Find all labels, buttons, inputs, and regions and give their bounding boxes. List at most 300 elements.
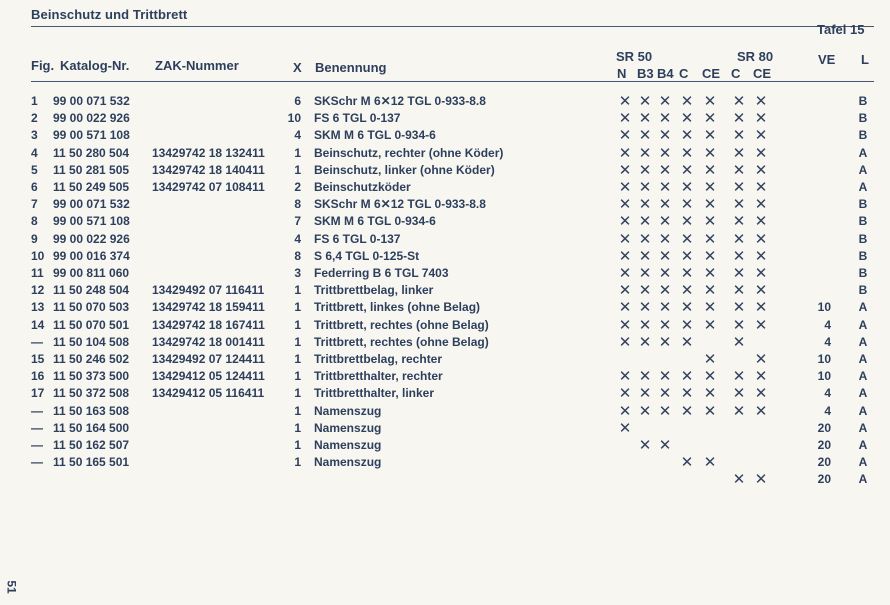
applicability-mark-icon: ✕ xyxy=(618,144,632,162)
table-row xyxy=(0,368,890,385)
zak-cell: 13429742 18 001411 xyxy=(152,334,265,349)
applicability-mark-icon: ✕ xyxy=(732,265,746,282)
applicability-mark-icon: ✕ xyxy=(658,161,672,179)
applicability-mark-icon: ✕ xyxy=(680,265,694,282)
l-cell: A xyxy=(858,420,868,435)
katalog-cell: 11 50 372 508 xyxy=(53,386,130,401)
applicability-mark-icon: ✕ xyxy=(732,282,746,300)
ve-cell: 20 xyxy=(817,472,831,487)
fig-cell: — xyxy=(31,334,43,349)
table-row xyxy=(0,317,890,334)
applicability-mark-icon: ✕ xyxy=(618,247,632,265)
applicability-mark-icon: ✕ xyxy=(658,437,672,454)
fig-cell: 8 xyxy=(31,214,38,229)
applicability-mark-icon: ✕ xyxy=(703,351,717,368)
table-row xyxy=(0,299,890,316)
quantity-cell: 1 xyxy=(294,420,301,435)
applicability-mark-icon: ✕ xyxy=(680,385,694,403)
l-cell: B xyxy=(858,214,868,229)
applicability-mark-icon: ✕ xyxy=(703,196,717,214)
subheader-ce: CE xyxy=(702,66,721,81)
applicability-mark-icon: ✕ xyxy=(732,110,746,128)
applicability-mark-icon: ✕ xyxy=(658,127,672,145)
applicability-mark-icon: ✕ xyxy=(658,213,672,231)
katalog-cell: 11 50 248 504 xyxy=(53,283,130,298)
applicability-mark-icon: ✕ xyxy=(754,282,768,300)
fig-cell: 3 xyxy=(31,128,38,143)
applicability-mark-icon: ✕ xyxy=(658,368,672,386)
applicability-mark-icon: ✕ xyxy=(658,265,672,282)
applicability-mark-icon: ✕ xyxy=(732,368,746,386)
applicability-mark-icon: ✕ xyxy=(618,299,632,317)
header-ve: VE xyxy=(818,52,836,67)
applicability-mark-icon: ✕ xyxy=(754,351,768,368)
header-fig: Fig. xyxy=(31,58,55,73)
l-cell: A xyxy=(858,145,868,160)
table-row xyxy=(0,420,890,437)
applicability-mark-icon: ✕ xyxy=(680,179,694,196)
applicability-mark-icon: ✕ xyxy=(754,196,768,214)
applicability-mark-icon: ✕ xyxy=(732,247,746,265)
applicability-mark-icon: ✕ xyxy=(638,333,652,351)
l-cell: B xyxy=(858,248,868,263)
katalog-cell: 11 50 249 505 xyxy=(53,180,130,194)
fig-cell: 2 xyxy=(31,111,38,126)
table-row xyxy=(0,127,890,144)
applicability-mark-icon: ✕ xyxy=(703,368,717,386)
applicability-mark-icon: ✕ xyxy=(680,144,694,162)
applicability-mark-icon: ✕ xyxy=(638,196,652,214)
applicability-mark-icon: ✕ xyxy=(703,93,717,110)
table-row xyxy=(0,196,890,213)
katalog-cell: 11 50 070 503 xyxy=(53,300,130,315)
table-row xyxy=(0,351,890,368)
applicability-mark-icon: ✕ xyxy=(618,282,632,300)
applicability-mark-icon: ✕ xyxy=(638,402,652,420)
applicability-mark-icon: ✕ xyxy=(680,196,694,214)
applicability-mark-icon: ✕ xyxy=(618,419,632,437)
katalog-cell: 99 00 022 926 xyxy=(53,111,130,126)
applicability-mark-icon: ✕ xyxy=(703,230,717,248)
l-cell: A xyxy=(858,386,868,401)
applicability-mark-icon: ✕ xyxy=(638,161,652,179)
ve-cell: 20 xyxy=(817,438,831,452)
quantity-cell: 1 xyxy=(294,317,301,332)
applicability-mark-icon: ✕ xyxy=(638,144,652,162)
table-row xyxy=(0,385,890,402)
table-row xyxy=(0,334,890,351)
zak-cell: 13429742 07 108411 xyxy=(152,180,265,194)
katalog-cell: 99 00 016 374 xyxy=(53,248,130,263)
applicability-mark-icon: ✕ xyxy=(680,368,694,386)
benennung-cell: Trittbretthalter, linker xyxy=(314,386,435,401)
applicability-mark-icon: ✕ xyxy=(658,196,672,214)
benennung-cell: SKM M 6 TGL 0-934-6 xyxy=(314,214,436,229)
quantity-cell: 1 xyxy=(294,386,301,401)
applicability-mark-icon: ✕ xyxy=(618,110,632,128)
quantity-cell: 1 xyxy=(294,369,301,384)
applicability-mark-icon: ✕ xyxy=(732,385,746,403)
katalog-cell: 99 00 071 532 xyxy=(53,197,130,212)
quantity-cell: 1 xyxy=(294,438,301,452)
l-cell: A xyxy=(858,352,868,366)
benennung-cell: FS 6 TGL 0-137 xyxy=(314,231,401,246)
quantity-cell: 6 xyxy=(294,94,301,108)
applicability-mark-icon: ✕ xyxy=(618,179,632,196)
fig-cell: — xyxy=(31,403,43,418)
applicability-mark-icon: ✕ xyxy=(754,368,768,386)
zak-cell: 13429412 05 116411 xyxy=(152,386,265,401)
quantity-cell: 1 xyxy=(294,352,301,366)
ve-cell: 4 xyxy=(824,317,831,332)
applicability-mark-icon: ✕ xyxy=(703,247,717,265)
benennung-cell: SKSchr M 6✕12 TGL 0-933-8.8 xyxy=(314,197,486,212)
applicability-mark-icon: ✕ xyxy=(732,333,746,351)
applicability-mark-icon: ✕ xyxy=(638,385,652,403)
applicability-mark-icon: ✕ xyxy=(754,299,768,317)
quantity-cell: 1 xyxy=(294,145,301,160)
applicability-mark-icon: ✕ xyxy=(638,230,652,248)
applicability-mark-icon: ✕ xyxy=(680,402,694,420)
katalog-cell: 11 50 163 508 xyxy=(53,403,130,418)
applicability-mark-icon: ✕ xyxy=(680,110,694,128)
fig-cell: — xyxy=(31,455,43,470)
applicability-mark-icon: ✕ xyxy=(732,93,746,110)
benennung-cell: Trittbretthalter, rechter xyxy=(314,369,443,384)
ve-cell: 20 xyxy=(817,420,831,435)
benennung-cell: Trittbrettbelag, rechter xyxy=(314,352,443,366)
fig-cell: 11 xyxy=(31,266,44,280)
subheader-b4: B4 xyxy=(657,66,674,81)
l-cell: B xyxy=(858,266,868,280)
applicability-mark-icon: ✕ xyxy=(703,127,717,145)
subheader-n: N xyxy=(617,66,627,81)
zak-cell: 13429742 18 132411 xyxy=(152,145,265,160)
table-row xyxy=(0,282,890,299)
l-cell: A xyxy=(858,317,868,332)
subheader-c: C xyxy=(731,66,741,81)
applicability-mark-icon: ✕ xyxy=(618,265,632,282)
applicability-mark-icon: ✕ xyxy=(658,282,672,300)
applicability-mark-icon: ✕ xyxy=(618,333,632,351)
subheader-c: C xyxy=(679,66,689,81)
table-row xyxy=(0,179,890,196)
katalog-cell: 11 50 070 501 xyxy=(53,317,130,332)
zak-cell: 13429742 18 159411 xyxy=(152,300,265,315)
header-benennung: Benennung xyxy=(315,60,387,75)
table-row xyxy=(0,213,890,230)
benennung-cell: Namenszug xyxy=(314,455,382,470)
ve-cell: 10 xyxy=(817,369,831,384)
applicability-mark-icon: ✕ xyxy=(680,213,694,231)
applicability-mark-icon: ✕ xyxy=(638,265,652,282)
applicability-mark-icon: ✕ xyxy=(658,402,672,420)
katalog-cell: 99 00 022 926 xyxy=(53,231,130,246)
applicability-mark-icon: ✕ xyxy=(754,213,768,231)
katalog-cell: 99 00 071 532 xyxy=(53,94,130,108)
l-cell: B xyxy=(858,231,868,246)
l-cell: A xyxy=(858,455,868,470)
page-number: 51 xyxy=(4,580,19,594)
applicability-mark-icon: ✕ xyxy=(754,144,768,162)
applicability-mark-icon: ✕ xyxy=(754,471,768,489)
zak-cell: 13429492 07 116411 xyxy=(152,283,265,298)
applicability-mark-icon: ✕ xyxy=(680,127,694,145)
fig-cell: — xyxy=(31,420,43,435)
l-cell: A xyxy=(858,403,868,418)
quantity-cell: 8 xyxy=(294,197,301,212)
applicability-mark-icon: ✕ xyxy=(754,385,768,403)
table-row xyxy=(0,93,890,110)
applicability-mark-icon: ✕ xyxy=(732,127,746,145)
applicability-mark-icon: ✕ xyxy=(732,316,746,334)
fig-cell: 15 xyxy=(31,352,45,366)
applicability-mark-icon: ✕ xyxy=(732,144,746,162)
applicability-mark-icon: ✕ xyxy=(658,110,672,128)
applicability-mark-icon: ✕ xyxy=(732,402,746,420)
benennung-cell: Trittbrett, rechtes (ohne Belag) xyxy=(314,317,489,332)
applicability-mark-icon: ✕ xyxy=(754,179,768,196)
applicability-mark-icon: ✕ xyxy=(618,93,632,110)
ve-cell: 4 xyxy=(824,334,831,349)
katalog-cell: 11 50 246 502 xyxy=(53,352,130,366)
applicability-mark-icon: ✕ xyxy=(658,316,672,334)
applicability-mark-icon: ✕ xyxy=(703,316,717,334)
applicability-mark-icon: ✕ xyxy=(703,161,717,179)
l-cell: B xyxy=(858,283,868,298)
benennung-cell: Trittbrett, rechtes (ohne Belag) xyxy=(314,334,489,349)
applicability-mark-icon: ✕ xyxy=(618,196,632,214)
fig-cell: 7 xyxy=(31,197,38,212)
applicability-mark-icon: ✕ xyxy=(680,161,694,179)
benennung-cell: SKSchr M 6✕12 TGL 0-933-8.8 xyxy=(314,94,486,108)
applicability-mark-icon: ✕ xyxy=(618,230,632,248)
applicability-mark-icon: ✕ xyxy=(703,213,717,231)
applicability-mark-icon: ✕ xyxy=(638,368,652,386)
benennung-cell: Beinschutz, linker (ohne Köder) xyxy=(314,162,495,177)
l-cell: A xyxy=(858,180,868,194)
fig-cell: 14 xyxy=(31,317,45,332)
zak-cell: 13429412 05 124411 xyxy=(152,369,265,384)
page-title: Beinschutz und Trittbrett xyxy=(31,7,188,22)
applicability-mark-icon: ✕ xyxy=(754,110,768,128)
applicability-mark-icon: ✕ xyxy=(638,213,652,231)
benennung-cell: Beinschutzköder xyxy=(314,180,411,194)
applicability-mark-icon: ✕ xyxy=(732,161,746,179)
header-l: L xyxy=(861,52,869,67)
title-rule xyxy=(31,26,874,27)
quantity-cell: 3 xyxy=(294,266,301,280)
header-rule xyxy=(31,81,874,82)
fig-cell: 4 xyxy=(31,145,38,160)
applicability-mark-icon: ✕ xyxy=(754,161,768,179)
katalog-cell: 11 50 164 500 xyxy=(53,420,130,435)
fig-cell: 6 xyxy=(31,180,38,194)
applicability-mark-icon: ✕ xyxy=(618,385,632,403)
quantity-cell: 4 xyxy=(294,128,301,143)
applicability-mark-icon: ✕ xyxy=(638,437,652,454)
quantity-cell: 1 xyxy=(294,403,301,418)
applicability-mark-icon: ✕ xyxy=(618,316,632,334)
quantity-cell: 8 xyxy=(294,248,301,263)
applicability-mark-icon: ✕ xyxy=(658,247,672,265)
applicability-mark-icon: ✕ xyxy=(754,265,768,282)
applicability-mark-icon: ✕ xyxy=(754,402,768,420)
ve-cell: 10 xyxy=(817,300,831,315)
applicability-mark-icon: ✕ xyxy=(658,93,672,110)
quantity-cell: 1 xyxy=(294,283,301,298)
benennung-cell: Namenszug xyxy=(314,420,382,435)
subheader-b3: B3 xyxy=(637,66,654,81)
fig-cell: 5 xyxy=(31,162,38,177)
applicability-mark-icon: ✕ xyxy=(680,316,694,334)
applicability-mark-icon: ✕ xyxy=(638,316,652,334)
fig-cell: 1 xyxy=(31,94,38,108)
table-row xyxy=(0,145,890,162)
fig-cell: 9 xyxy=(31,231,38,246)
fig-cell: 13 xyxy=(31,300,45,315)
applicability-mark-icon: ✕ xyxy=(680,454,694,472)
katalog-cell: 99 00 571 108 xyxy=(53,128,130,143)
header-sr50: SR 50 xyxy=(616,49,653,64)
applicability-mark-icon: ✕ xyxy=(658,299,672,317)
applicability-mark-icon: ✕ xyxy=(638,247,652,265)
quantity-cell: 1 xyxy=(294,455,301,470)
applicability-mark-icon: ✕ xyxy=(618,368,632,386)
applicability-mark-icon: ✕ xyxy=(703,144,717,162)
applicability-mark-icon: ✕ xyxy=(658,230,672,248)
applicability-mark-icon: ✕ xyxy=(658,179,672,196)
applicability-mark-icon: ✕ xyxy=(638,93,652,110)
applicability-mark-icon: ✕ xyxy=(658,333,672,351)
katalog-cell: 99 00 571 108 xyxy=(53,214,130,229)
katalog-cell: 99 00 811 060 xyxy=(53,266,130,280)
quantity-cell: 1 xyxy=(294,162,301,177)
tafel-label: Tafel 15 xyxy=(817,22,865,37)
quantity-cell: 4 xyxy=(294,231,301,246)
katalog-cell: 11 50 281 505 xyxy=(53,162,130,177)
applicability-mark-icon: ✕ xyxy=(618,127,632,145)
header-sr80: SR 80 xyxy=(737,49,774,64)
applicability-mark-icon: ✕ xyxy=(732,471,746,489)
quantity-cell: 1 xyxy=(294,300,301,315)
katalog-cell: 11 50 165 501 xyxy=(53,455,130,470)
applicability-mark-icon: ✕ xyxy=(732,230,746,248)
zak-cell: 13429492 07 124411 xyxy=(152,352,265,366)
l-cell: A xyxy=(858,369,868,384)
l-cell: B xyxy=(858,111,868,126)
benennung-cell: Trittbrettbelag, linker xyxy=(314,283,434,298)
fig-cell: 10 xyxy=(31,248,45,263)
l-cell: B xyxy=(858,197,868,212)
applicability-mark-icon: ✕ xyxy=(754,93,768,110)
applicability-mark-icon: ✕ xyxy=(638,110,652,128)
applicability-mark-icon: ✕ xyxy=(732,213,746,231)
applicability-mark-icon: ✕ xyxy=(638,282,652,300)
header-x: X xyxy=(293,60,302,75)
applicability-mark-icon: ✕ xyxy=(703,385,717,403)
applicability-mark-icon: ✕ xyxy=(732,299,746,317)
zak-cell: 13429742 18 167411 xyxy=(152,317,265,332)
table-row xyxy=(0,231,890,248)
l-cell: A xyxy=(858,472,868,487)
applicability-mark-icon: ✕ xyxy=(754,247,768,265)
applicability-mark-icon: ✕ xyxy=(618,213,632,231)
fig-cell: 17 xyxy=(31,386,45,401)
l-cell: B xyxy=(858,128,868,143)
applicability-mark-icon: ✕ xyxy=(680,93,694,110)
applicability-mark-icon: ✕ xyxy=(680,247,694,265)
table-row xyxy=(0,110,890,127)
header-katalog: Katalog-Nr. xyxy=(60,58,130,73)
ve-cell: 4 xyxy=(824,403,831,418)
ve-cell: 4 xyxy=(824,386,831,401)
applicability-mark-icon: ✕ xyxy=(703,179,717,196)
table-row xyxy=(0,265,890,282)
katalog-cell: 11 50 373 500 xyxy=(53,369,130,384)
benennung-cell: FS 6 TGL 0-137 xyxy=(314,111,401,126)
quantity-cell: 10 xyxy=(287,111,301,126)
fig-cell: 12 xyxy=(31,283,45,298)
quantity-cell: 1 xyxy=(294,334,301,349)
table-row xyxy=(0,162,890,179)
applicability-mark-icon: ✕ xyxy=(754,230,768,248)
table-row xyxy=(0,403,890,420)
katalog-cell: 11 50 280 504 xyxy=(53,145,130,160)
benennung-cell: Trittbrett, linkes (ohne Belag) xyxy=(314,300,481,315)
applicability-mark-icon: ✕ xyxy=(638,299,652,317)
benennung-cell: Namenszug xyxy=(314,438,382,452)
header-zak: ZAK-Nummer xyxy=(155,58,239,73)
benennung-cell: Federring B 6 TGL 7403 xyxy=(314,266,449,280)
applicability-mark-icon: ✕ xyxy=(732,196,746,214)
ve-cell: 10 xyxy=(817,352,831,366)
applicability-mark-icon: ✕ xyxy=(754,316,768,334)
l-cell: A xyxy=(858,162,868,177)
l-cell: A xyxy=(858,334,868,349)
zak-cell: 13429742 18 140411 xyxy=(152,162,265,177)
applicability-mark-icon: ✕ xyxy=(703,299,717,317)
applicability-mark-icon: ✕ xyxy=(658,385,672,403)
applicability-mark-icon: ✕ xyxy=(703,454,717,472)
fig-cell: — xyxy=(31,438,43,452)
quantity-cell: 7 xyxy=(294,214,301,229)
applicability-mark-icon: ✕ xyxy=(638,127,652,145)
applicability-mark-icon: ✕ xyxy=(618,402,632,420)
benennung-cell: Namenszug xyxy=(314,403,382,418)
applicability-mark-icon: ✕ xyxy=(680,299,694,317)
katalog-cell: 11 50 162 507 xyxy=(53,438,130,452)
benennung-cell: Beinschutz, rechter (ohne Köder) xyxy=(314,145,504,160)
applicability-mark-icon: ✕ xyxy=(732,179,746,196)
benennung-cell: S 6,4 TGL 0-125-St xyxy=(314,248,420,263)
applicability-mark-icon: ✕ xyxy=(680,282,694,300)
applicability-mark-icon: ✕ xyxy=(638,179,652,196)
applicability-mark-icon: ✕ xyxy=(703,110,717,128)
applicability-mark-icon: ✕ xyxy=(680,230,694,248)
l-cell: A xyxy=(858,438,868,452)
table-row xyxy=(0,471,890,488)
applicability-mark-icon: ✕ xyxy=(754,127,768,145)
katalog-cell: 11 50 104 508 xyxy=(53,334,130,349)
table-row xyxy=(0,454,890,471)
l-cell: B xyxy=(858,94,868,108)
subheader-ce: CE xyxy=(753,66,772,81)
applicability-mark-icon: ✕ xyxy=(618,161,632,179)
benennung-cell: SKM M 6 TGL 0-934-6 xyxy=(314,128,436,143)
table-row xyxy=(0,248,890,265)
applicability-mark-icon: ✕ xyxy=(703,265,717,282)
